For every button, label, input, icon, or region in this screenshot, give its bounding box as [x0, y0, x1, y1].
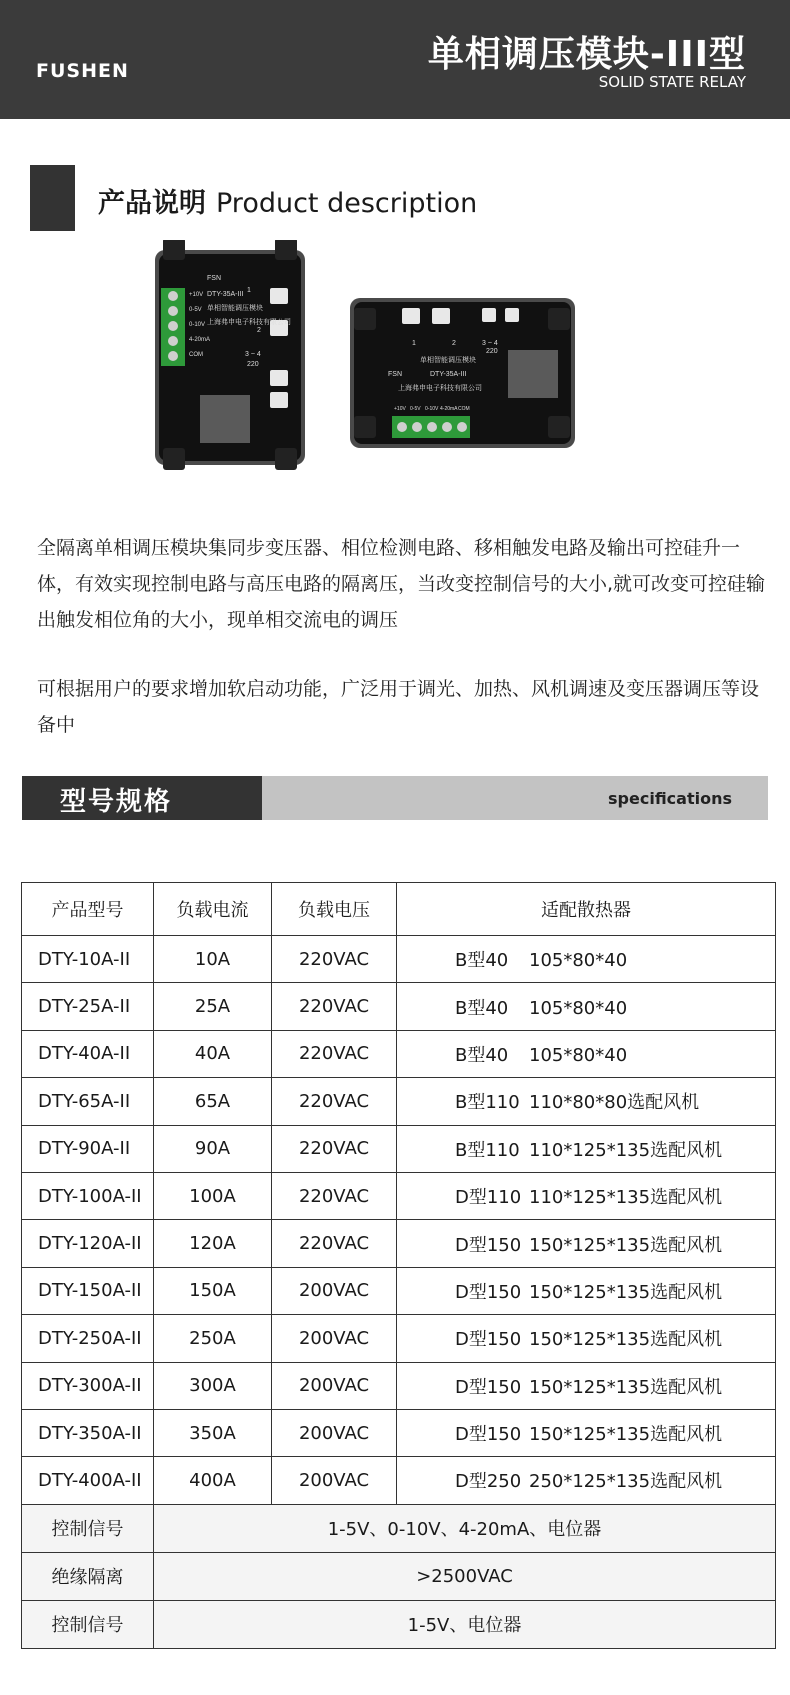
- description-paragraph-2: 可根据用户的要求增加软启动功能，广泛用于调光、加热、风机调速及变压器调压等设备中: [37, 678, 760, 736]
- spec-title-cn: 型号规格: [60, 787, 173, 817]
- cell-model: DTY-90A-II: [22, 1125, 154, 1172]
- cell-heatsink: [397, 1457, 776, 1504]
- module-b-name: 单相智能调压模块: [420, 357, 476, 364]
- table-row: [22, 936, 776, 983]
- table-footer-row: [22, 1552, 776, 1600]
- table-row: [22, 1315, 776, 1362]
- heatsink-size: 150*125*135选配风机: [529, 1424, 723, 1446]
- heatsink-type: D型150: [455, 1376, 522, 1398]
- footer-value: >2500VAC: [154, 1552, 776, 1600]
- cell-model: DTY-25A-II: [22, 983, 154, 1030]
- spec-title-block: [22, 776, 262, 820]
- module-b-terminal-3-4: 3 ~ 4: [482, 340, 498, 347]
- spec-section-banner: [22, 776, 768, 820]
- cell-heatsink: [397, 1362, 776, 1409]
- module-vertical: [155, 240, 305, 470]
- module-a-name: 单相智能调压模块: [207, 305, 263, 312]
- module-b-company: 上海弗申电子科技有限公司: [398, 385, 482, 392]
- footer-value: 1-5V、电位器: [154, 1600, 776, 1648]
- cell-current: 120A: [154, 1220, 272, 1267]
- heatsink-size: 150*125*135选配风机: [529, 1376, 723, 1398]
- module-a-signal-label: COM: [189, 352, 203, 358]
- heatsink-size: 110*80*80选配风机: [529, 1092, 700, 1114]
- cell-heatsink: [397, 1409, 776, 1456]
- cell-heatsink: [397, 983, 776, 1030]
- cell-model: DTY-100A-II: [22, 1172, 154, 1219]
- table-footer-row: [22, 1600, 776, 1648]
- cell-heatsink: [397, 1220, 776, 1267]
- cell-current: 100A: [154, 1172, 272, 1219]
- module-a-signal-label: 0-5V: [189, 307, 202, 313]
- module-a-brand: FSN: [207, 275, 221, 282]
- cell-model: DTY-65A-II: [22, 1078, 154, 1125]
- heatsink-size: 110*125*135选配风机: [529, 1139, 723, 1161]
- heatsink-size: 150*125*135选配风机: [529, 1281, 723, 1303]
- page-header: [0, 0, 790, 119]
- cell-heatsink: [397, 1078, 776, 1125]
- footer-value: 1-5V、0-10V、4-20mA、电位器: [154, 1504, 776, 1552]
- table-row: [22, 1457, 776, 1504]
- cell-current: 300A: [154, 1362, 272, 1409]
- cell-voltage: 200VAC: [272, 1362, 397, 1409]
- module-b-terminal-1: 1: [412, 340, 416, 347]
- cell-current: 250A: [154, 1315, 272, 1362]
- cell-voltage: 220VAC: [272, 1030, 397, 1077]
- heatsink-size: 105*80*40: [529, 950, 628, 972]
- cell-heatsink: [397, 936, 776, 983]
- module-b-signal-label: +10V: [394, 406, 406, 412]
- cell-heatsink: [397, 1315, 776, 1362]
- spec-title-en: specifications: [608, 789, 732, 808]
- footer-label: 控制信号: [22, 1504, 154, 1552]
- cell-voltage: 220VAC: [272, 1125, 397, 1172]
- section-title-en: Product description: [216, 188, 478, 219]
- cell-model: DTY-10A-II: [22, 936, 154, 983]
- header-model: 产品型号: [22, 883, 154, 936]
- module-a-company: 上海弗申电子科技有限公司: [207, 319, 291, 326]
- spec-table: [21, 882, 776, 1649]
- cell-current: 400A: [154, 1457, 272, 1504]
- cell-current: 65A: [154, 1078, 272, 1125]
- product-image: [155, 240, 625, 490]
- heatsink-type: D型250: [455, 1471, 522, 1493]
- cell-model: DTY-150A-II: [22, 1267, 154, 1314]
- module-a-voltage: 220: [247, 361, 259, 368]
- heatsink-size: 150*125*135选配风机: [529, 1329, 723, 1351]
- heatsink-size: 105*80*40: [529, 997, 628, 1019]
- heatsink-size: 105*80*40: [529, 1044, 628, 1066]
- cell-voltage: 200VAC: [272, 1457, 397, 1504]
- cell-model: DTY-350A-II: [22, 1409, 154, 1456]
- table-row: [22, 983, 776, 1030]
- module-a-terminal-3-4: 3 ~ 4: [245, 351, 261, 358]
- heatsink-type: B型110: [455, 1139, 520, 1161]
- cell-model: DTY-120A-II: [22, 1220, 154, 1267]
- description-paragraph-1: 全隔离单相调压模块集同步变压器、相位检测电路、移相触发电路及输出可控硅升一体，有效实现控制电路与高压电路的隔离压，当改变控制信号的大小,就可改变可控硅输出触发相位角的大小，现单相交流电的调压: [37, 537, 766, 631]
- heatsink-type: D型150: [455, 1424, 522, 1446]
- heatsink-type: D型110: [455, 1187, 522, 1209]
- cell-current: 90A: [154, 1125, 272, 1172]
- cell-current: 350A: [154, 1409, 272, 1456]
- heatsink-type: B型40: [455, 997, 509, 1019]
- cell-voltage: 220VAC: [272, 983, 397, 1030]
- cell-heatsink: [397, 1030, 776, 1077]
- module-a-signal-label: +10V: [189, 292, 204, 298]
- cell-heatsink: [397, 1125, 776, 1172]
- module-horizontal: [350, 298, 575, 448]
- table-header-row: [22, 883, 776, 936]
- table-row: [22, 1220, 776, 1267]
- table-row: [22, 1125, 776, 1172]
- heatsink-type: B型40: [455, 950, 509, 972]
- heatsink-type: D型150: [455, 1329, 522, 1351]
- heatsink-type: B型40: [455, 1044, 509, 1066]
- heatsink-type: B型110: [455, 1092, 520, 1114]
- module-b-signal-label: 0-5V: [410, 406, 421, 412]
- cell-heatsink: [397, 1172, 776, 1219]
- section-marker: [30, 165, 75, 231]
- heatsink-type: D型150: [455, 1234, 522, 1256]
- cell-model: DTY-400A-II: [22, 1457, 154, 1504]
- section-title-cn: 产品说明: [98, 188, 206, 219]
- heatsink-size: 150*125*135选配风机: [529, 1234, 723, 1256]
- module-b-voltage: 220: [486, 348, 498, 355]
- module-a-terminal-2: 2: [257, 327, 261, 334]
- table-row: [22, 1409, 776, 1456]
- header-heatsink: 适配散热器: [397, 883, 776, 936]
- module-a-signal-label: 0-10V: [189, 322, 206, 328]
- brand-logo: FUSHEN: [36, 60, 129, 82]
- cell-current: 10A: [154, 936, 272, 983]
- page-title: 单相调压模块-III型: [427, 34, 746, 75]
- table-row: [22, 1078, 776, 1125]
- cell-voltage: 220VAC: [272, 1220, 397, 1267]
- heatsink-type: D型150: [455, 1281, 522, 1303]
- cell-voltage: 220VAC: [272, 1078, 397, 1125]
- cell-voltage: 200VAC: [272, 1267, 397, 1314]
- cell-model: DTY-300A-II: [22, 1362, 154, 1409]
- module-a-terminal-1: 1: [247, 287, 251, 294]
- module-a-signal-label: 4-20mA: [189, 337, 211, 343]
- table-row: [22, 1030, 776, 1077]
- section-title-product: [98, 181, 477, 220]
- cell-heatsink: [397, 1267, 776, 1314]
- table-footer-row: [22, 1504, 776, 1552]
- header-voltage: 负载电压: [272, 883, 397, 936]
- footer-label: 绝缘隔离: [22, 1552, 154, 1600]
- cell-model: DTY-40A-II: [22, 1030, 154, 1077]
- cell-voltage: 200VAC: [272, 1315, 397, 1362]
- cell-current: 40A: [154, 1030, 272, 1077]
- footer-label: 控制信号: [22, 1600, 154, 1648]
- table-row: [22, 1172, 776, 1219]
- table-row: [22, 1362, 776, 1409]
- module-b-brand: FSN: [388, 371, 402, 378]
- cell-voltage: 220VAC: [272, 936, 397, 983]
- cell-voltage: 200VAC: [272, 1409, 397, 1456]
- table-row: [22, 1267, 776, 1314]
- cell-current: 150A: [154, 1267, 272, 1314]
- heatsink-size: 110*125*135选配风机: [529, 1187, 723, 1209]
- cell-voltage: 220VAC: [272, 1172, 397, 1219]
- cell-current: 25A: [154, 983, 272, 1030]
- table-body: [22, 936, 776, 1649]
- module-b-signal-label: 4-20mA: [440, 406, 458, 412]
- page-subtitle: SOLID STATE RELAY: [598, 73, 746, 91]
- cell-model: DTY-250A-II: [22, 1315, 154, 1362]
- module-b-terminal-2: 2: [452, 340, 456, 347]
- header-current: 负载电流: [154, 883, 272, 936]
- module-b-model: DTY-35A-III: [430, 371, 467, 378]
- module-b-signal-label: COM: [458, 406, 470, 412]
- heatsink-size: 250*125*135选配风机: [529, 1471, 723, 1493]
- module-a-model: DTY-35A-III: [207, 291, 244, 298]
- module-b-signal-label: 0-10V: [425, 406, 439, 412]
